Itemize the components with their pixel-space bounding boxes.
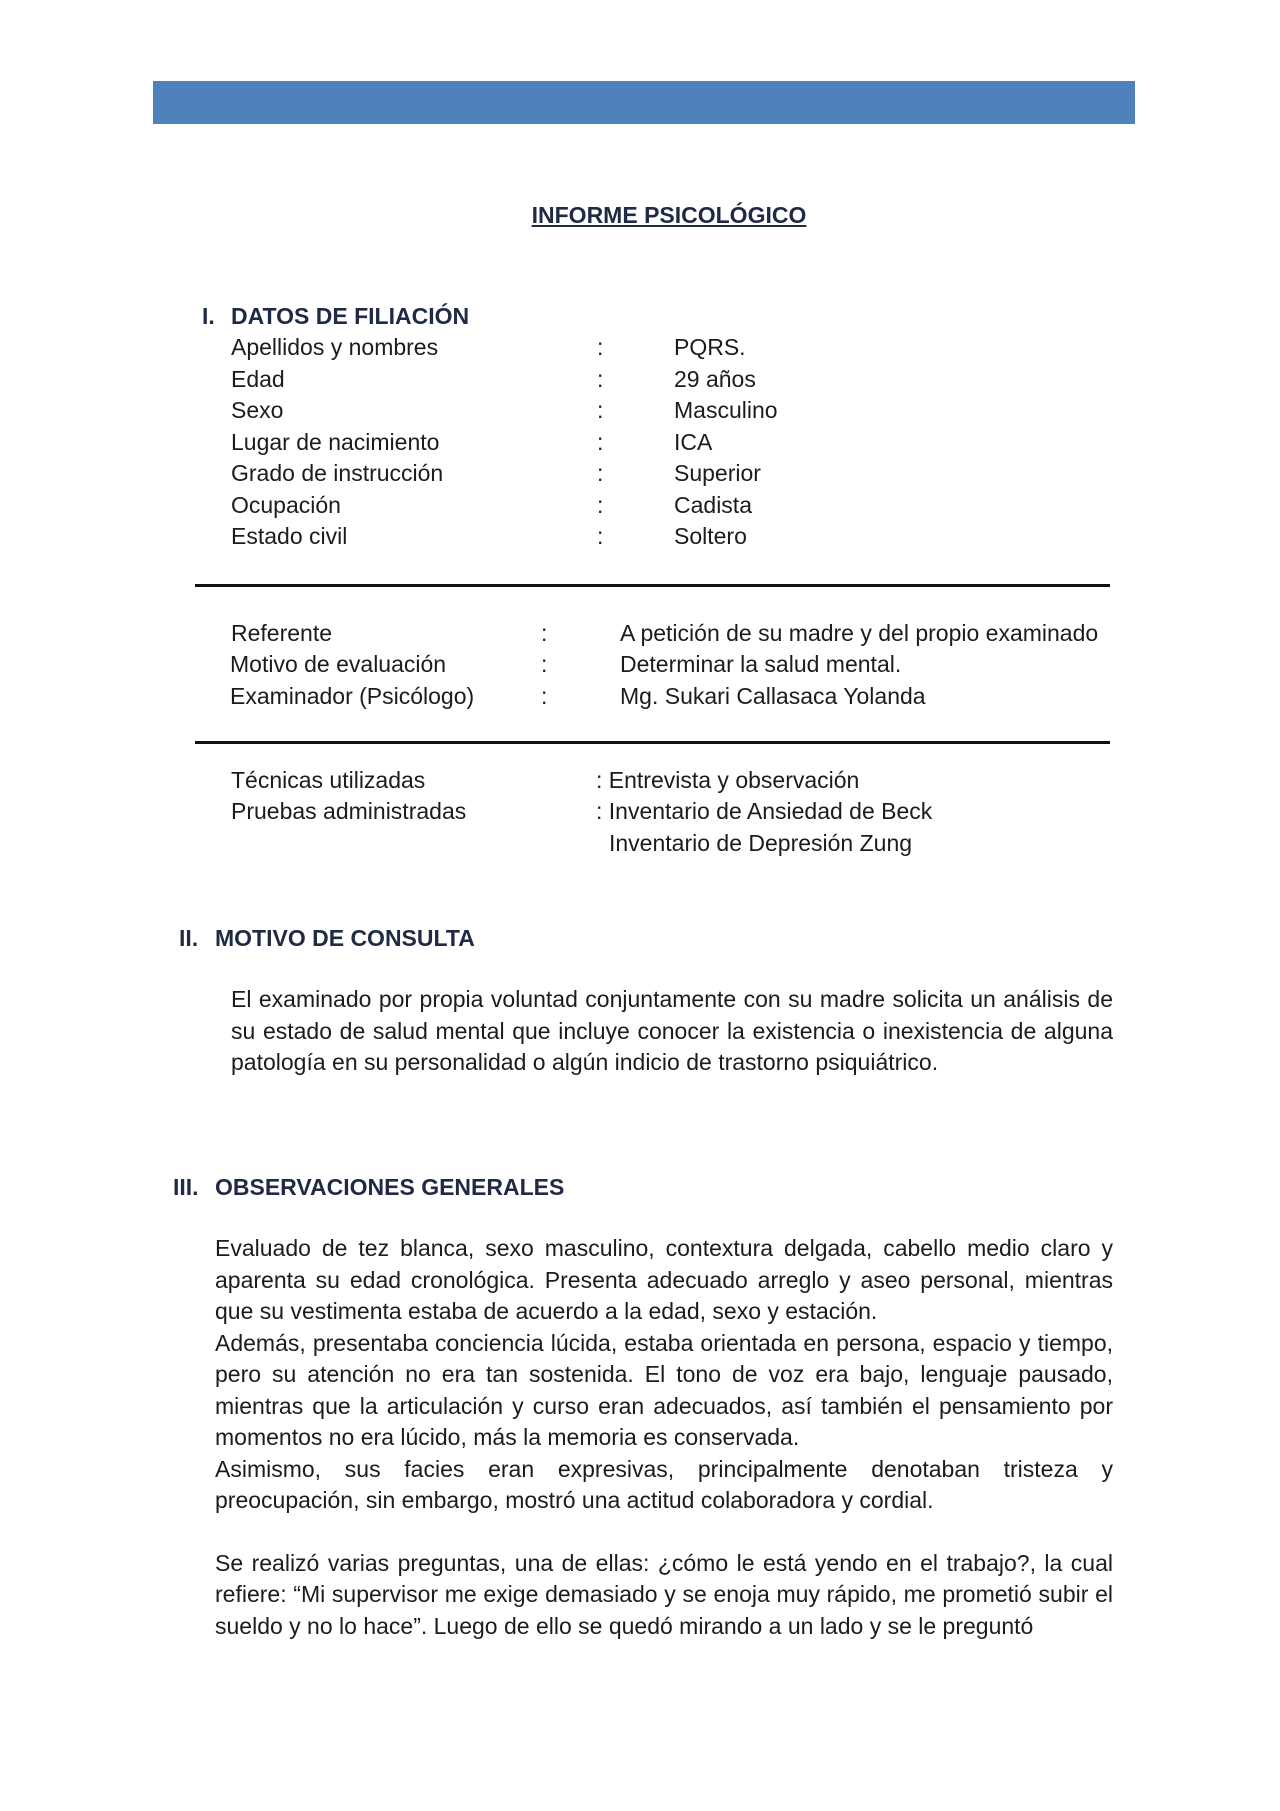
paragraph-text: Se realizó varias preguntas, una de ellas: ¿cómo le está yendo en el trabajo?, la cual refiere: “Mi supervisor me exige demasiado y se enoja muy rápido, me prometió subir el sueldo y no lo hace”. Luego de ello se quedó mirando a un lado y se le preguntó (215, 1549, 1113, 1639)
section-1-number: I. (202, 303, 215, 329)
section-2-number: II. (179, 925, 199, 951)
field-separator: : (597, 523, 604, 549)
divider-line (195, 741, 1110, 744)
field-value: Cadista (674, 492, 752, 518)
field-label: Técnicas utilizadas (231, 767, 426, 793)
consultation-paragraph (231, 984, 1113, 1079)
field-value: Soltero (674, 523, 747, 549)
field-label: Lugar de nacimiento (231, 429, 440, 455)
section-2-heading: MOTIVO DE CONSULTA (215, 925, 475, 951)
field-separator: : (597, 460, 604, 486)
field-value: Superior (674, 460, 761, 486)
field-separator: : (541, 651, 548, 677)
field-value: Determinar la salud mental. (620, 651, 902, 677)
field-label: Apellidos y nombres (231, 334, 439, 360)
paragraph-text: Evaluado de tez blanca, sexo masculino, contextura delgada, cabello medio claro y aparenta su edad cronológica. Presenta adecuado arreglo y aseo personal, mientras que su vestimenta estaba de acuerdo a la edad, sexo y estación. (215, 1235, 1113, 1324)
paragraph-text: Además, presentaba conciencia lúcida, estaba orientada en persona, espacio y tiempo, pero su atención no era tan sostenida. El tono de voz era bajo, lenguaje pausado, mientras que la articulación y curso eran adecuados, así también el pensamiento por momentos no era lúcido, más la memoria es conservada. (215, 1329, 1113, 1450)
paragraph-text: Asimismo, sus facies eran expresivas, principalmente denotaban tristeza y preocupación, sin embargo, mostró una actitud colaboradora y cordial. (215, 1455, 1113, 1513)
field-label: Motivo de evaluación (230, 651, 447, 677)
section-1-heading: DATOS DE FILIACIÓN (231, 303, 470, 329)
field-label: Estado civil (231, 523, 348, 549)
field-value: Mg. Sukari Callasaca Yolanda (620, 683, 926, 709)
field-value: ICA (674, 429, 713, 455)
field-label: Ocupación (231, 492, 341, 518)
field-label: Pruebas administradas (231, 798, 467, 824)
header-bar (153, 81, 1135, 124)
field-separator: : (597, 366, 604, 392)
observations-body (215, 1233, 1113, 1642)
field-label: Edad (231, 366, 285, 392)
field-label: Examinador (Psicólogo) (230, 683, 475, 709)
field-value: 29 años (674, 366, 756, 392)
field-separator: : (597, 429, 604, 455)
divider-line (195, 584, 1110, 587)
field-label: Referente (231, 620, 333, 646)
field-label: Grado de instrucción (231, 460, 444, 486)
field-label: Sexo (231, 397, 284, 423)
paragraph-text: El examinado por propia voluntad conjuntamente con su madre solicita un análisis de su estado de salud mental que incluye conocer la existencia o inexistencia de alguna patología en su personalidad o algún indicio de trastorno psiquiátrico. (231, 986, 1113, 1075)
field-value: : Entrevista y observación (596, 767, 860, 793)
field-value: Inventario de Depresión Zung (609, 830, 913, 856)
field-separator: : (597, 492, 604, 518)
field-separator: : (597, 397, 604, 423)
field-value: A petición de su madre y del propio examinado (620, 620, 1099, 646)
field-value: : Inventario de Ansiedad de Beck (596, 798, 933, 824)
field-separator: : (597, 334, 604, 360)
section-3-number: III. (173, 1174, 199, 1200)
field-separator: : (541, 620, 548, 646)
field-separator: : (541, 683, 548, 709)
document-title: INFORME PSICOLÓGICO (531, 202, 807, 228)
field-value: PQRS. (674, 334, 746, 360)
field-value: Masculino (674, 397, 778, 423)
section-3-heading: OBSERVACIONES GENERALES (215, 1174, 565, 1200)
